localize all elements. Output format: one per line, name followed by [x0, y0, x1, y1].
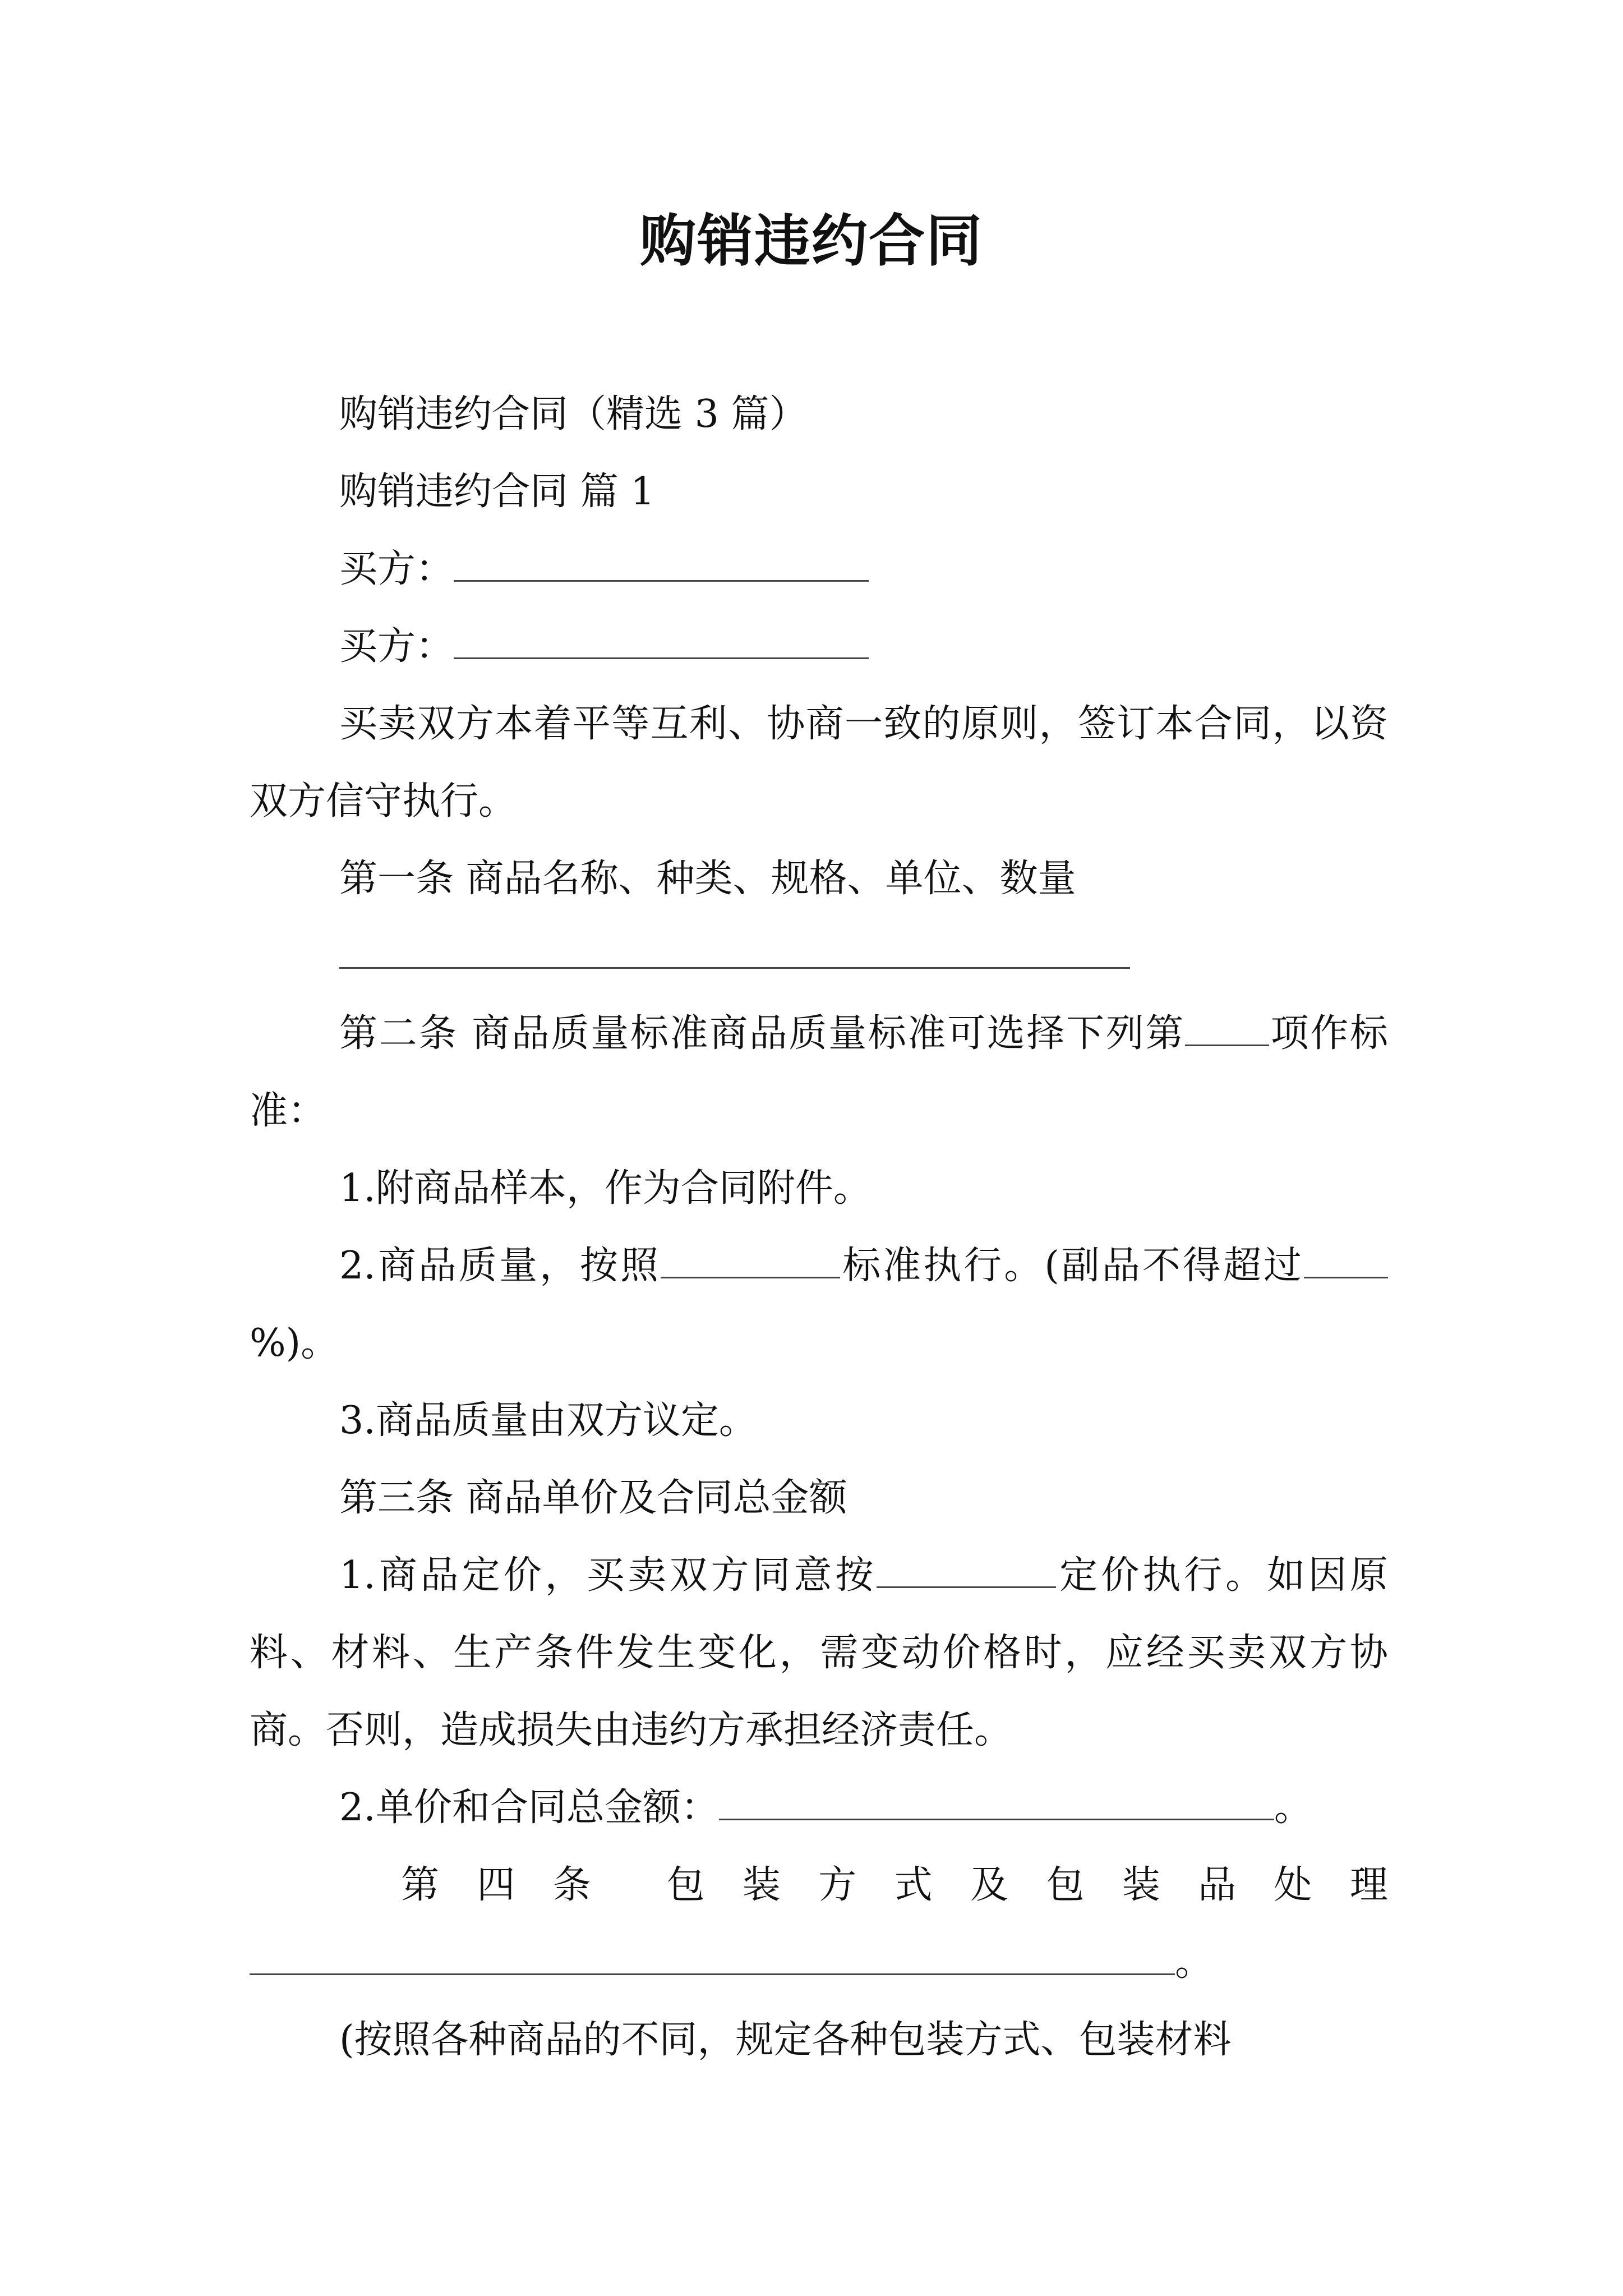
article-2-text: 第二条 商品质量标准商品质量标准可选择下列第 [339, 1011, 1186, 1056]
packaging-note: (按照各种商品的不同，规定各种包装方式、包装材料 [339, 2018, 1232, 2062]
article-3: 第三条 商品单价及合同总金额 [339, 1476, 847, 1520]
buyer-line-1 [250, 531, 1388, 608]
article-4-char: 式 [894, 1863, 933, 1907]
standard-blank [661, 1243, 840, 1278]
item-2-2-text-mid: 标准执行。(副品不得超过 [840, 1244, 1304, 1288]
article-4-char: 方 [818, 1863, 857, 1907]
article-1-blank [339, 933, 1130, 969]
buyer-line-2 [250, 608, 1388, 685]
article-4-char: 装 [1122, 1863, 1160, 1907]
packaging-blank [250, 1940, 1175, 1975]
section-heading: 购销违约合同 篇 1 [339, 470, 655, 514]
buyer-blank [454, 624, 869, 659]
item-2-2 [250, 1227, 1388, 1382]
total-amount-blank [719, 1785, 1274, 1820]
item-3-2-text-end: 。 [1274, 1786, 1312, 1830]
article-2 [250, 995, 1388, 1150]
article-2-blank [1185, 1011, 1269, 1046]
percent-blank [1304, 1243, 1388, 1278]
article-4-char: 包 [666, 1863, 705, 1907]
article-4-char: 包 [1046, 1863, 1085, 1907]
intro-paragraph: 买卖双方本着平等互利、协商一致的原则，签订本合同，以资双方信守执行。 [250, 702, 1388, 823]
article-1: 第一条 商品名称、种类、规格、单位、数量 [339, 857, 1076, 901]
article-4-char: 理 [1349, 1863, 1388, 1907]
item-3-1-text-end: 定价执行。如因原料、材料、生产条件发生变化，需变动价格时，应经买卖双方协商。否则，造成损失由违约方承担经济责任。 [250, 1553, 1388, 1752]
article-4-blank-line [250, 1924, 1388, 2001]
article-4 [250, 1847, 1388, 1924]
subtitle: 购销违约合同（精选 3 篇） [339, 392, 808, 436]
item-3-2 [250, 1769, 1388, 1847]
article-1-blank-line [250, 918, 1388, 995]
item-2-2-text: 2.商品质量，按照 [339, 1244, 661, 1288]
item-3-1-text: 1.商品定价，买卖双方同意按 [339, 1553, 877, 1598]
article-4-char: 四 [477, 1863, 515, 1907]
price-blank [877, 1553, 1056, 1588]
item-3-1 [250, 1537, 1388, 1769]
item-3-2-text: 2.单价和合同总金额： [339, 1786, 719, 1830]
article-4-char: 条 [552, 1863, 591, 1907]
item-2-2-text-end: %)。 [250, 1321, 339, 1365]
buyer-label: 买方： [339, 624, 454, 669]
document-body [250, 376, 1388, 2079]
buyer-label: 买方： [339, 547, 454, 591]
article-4-char: 品 [1198, 1863, 1237, 1907]
article-4-end: 。 [1175, 1940, 1214, 1985]
article-4-char: 处 [1274, 1863, 1312, 1907]
item-2-3: 3.商品质量由双方议定。 [339, 1398, 757, 1443]
article-4-char: 装 [742, 1863, 781, 1907]
document-title: 购销违约合同 [640, 208, 983, 274]
article-4-char: 及 [970, 1863, 1008, 1907]
article-2-text-end: 项作标准： [250, 1011, 1388, 1133]
article-4-char: 第 [401, 1863, 440, 1907]
buyer-blank [454, 546, 869, 582]
item-2-1: 1.附商品样本，作为合同附件。 [339, 1166, 872, 1211]
